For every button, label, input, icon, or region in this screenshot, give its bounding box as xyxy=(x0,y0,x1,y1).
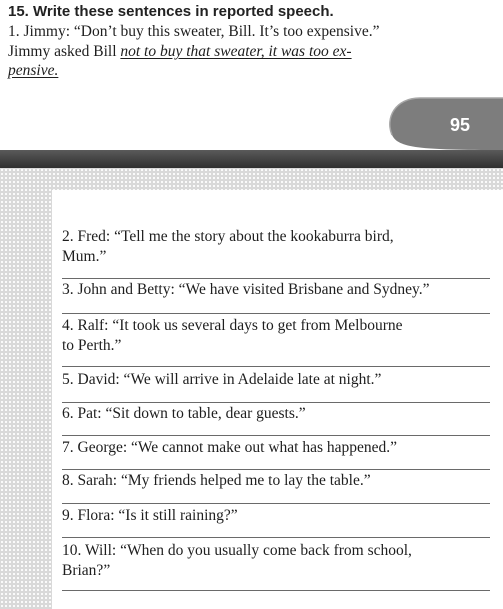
item-text-continued: Brian?” xyxy=(62,562,111,579)
exercise-item-3 xyxy=(62,280,490,300)
item-text: 7. George: “We cannot make out what has happened.” xyxy=(62,439,398,456)
example-answer-lead: Jimmy asked Bill xyxy=(8,43,121,60)
item-text: 10. Will: “When do you usually come back from school, xyxy=(62,542,412,559)
page-tab-graphic xyxy=(0,0,503,168)
item-text: 6. Pat: “Sit down to table, dear guests.” xyxy=(62,405,306,422)
exercise-card xyxy=(52,190,503,609)
page-divider-band xyxy=(0,150,503,168)
item-text: 3. John and Betty: “We have visited Brisbane and Sydney.” xyxy=(62,281,430,298)
exercise-item-2 xyxy=(62,227,490,267)
exercise-item-8 xyxy=(62,471,490,491)
item-text: 4. Ralf: “It took us several days to get from Melbourne xyxy=(62,317,403,334)
answer-line-10[interactable] xyxy=(62,590,490,591)
exercise-item-9 xyxy=(62,506,490,526)
item-text: 9. Flora: “Is it still raining?” xyxy=(62,507,238,524)
exercise-title: 15. Write these sentences in reported speech. xyxy=(8,3,334,20)
answer-line-5[interactable] xyxy=(62,402,490,403)
exercise-item-5 xyxy=(62,370,490,390)
example-answer-text: not to buy that sweater, it was too ex- xyxy=(120,43,352,60)
example-answer-text-2: pensive. xyxy=(8,62,59,79)
answer-line-2[interactable] xyxy=(62,278,490,279)
previous-page-section xyxy=(0,0,503,168)
answer-line-8[interactable] xyxy=(62,503,490,504)
exercise-item-4 xyxy=(62,316,490,356)
answer-line-3[interactable] xyxy=(62,313,490,314)
page-number: 95 xyxy=(449,115,471,135)
answer-line-7[interactable] xyxy=(62,469,490,470)
exercise-item-7 xyxy=(62,438,490,458)
exercise-item-6 xyxy=(62,404,490,424)
example-prompt: 1. Jimmy: “Don’t buy this sweater, Bill. It’s too expensive.” xyxy=(8,23,380,40)
exercise-item-10 xyxy=(62,541,490,581)
answer-line-9[interactable] xyxy=(62,537,490,538)
item-text: 8. Sarah: “My friends helped me to lay the table.” xyxy=(62,472,371,489)
answer-line-4[interactable] xyxy=(62,366,490,367)
item-text: 5. David: “We will arrive in Adelaide late at night.” xyxy=(62,371,382,388)
item-text-continued: to Perth.” xyxy=(62,337,122,354)
item-text: 2. Fred: “Tell me the story about the kookaburra bird, xyxy=(62,228,394,245)
dotted-margin-area xyxy=(0,168,503,609)
item-text-continued: Mum.” xyxy=(62,248,107,265)
answer-line-6[interactable] xyxy=(62,435,490,436)
